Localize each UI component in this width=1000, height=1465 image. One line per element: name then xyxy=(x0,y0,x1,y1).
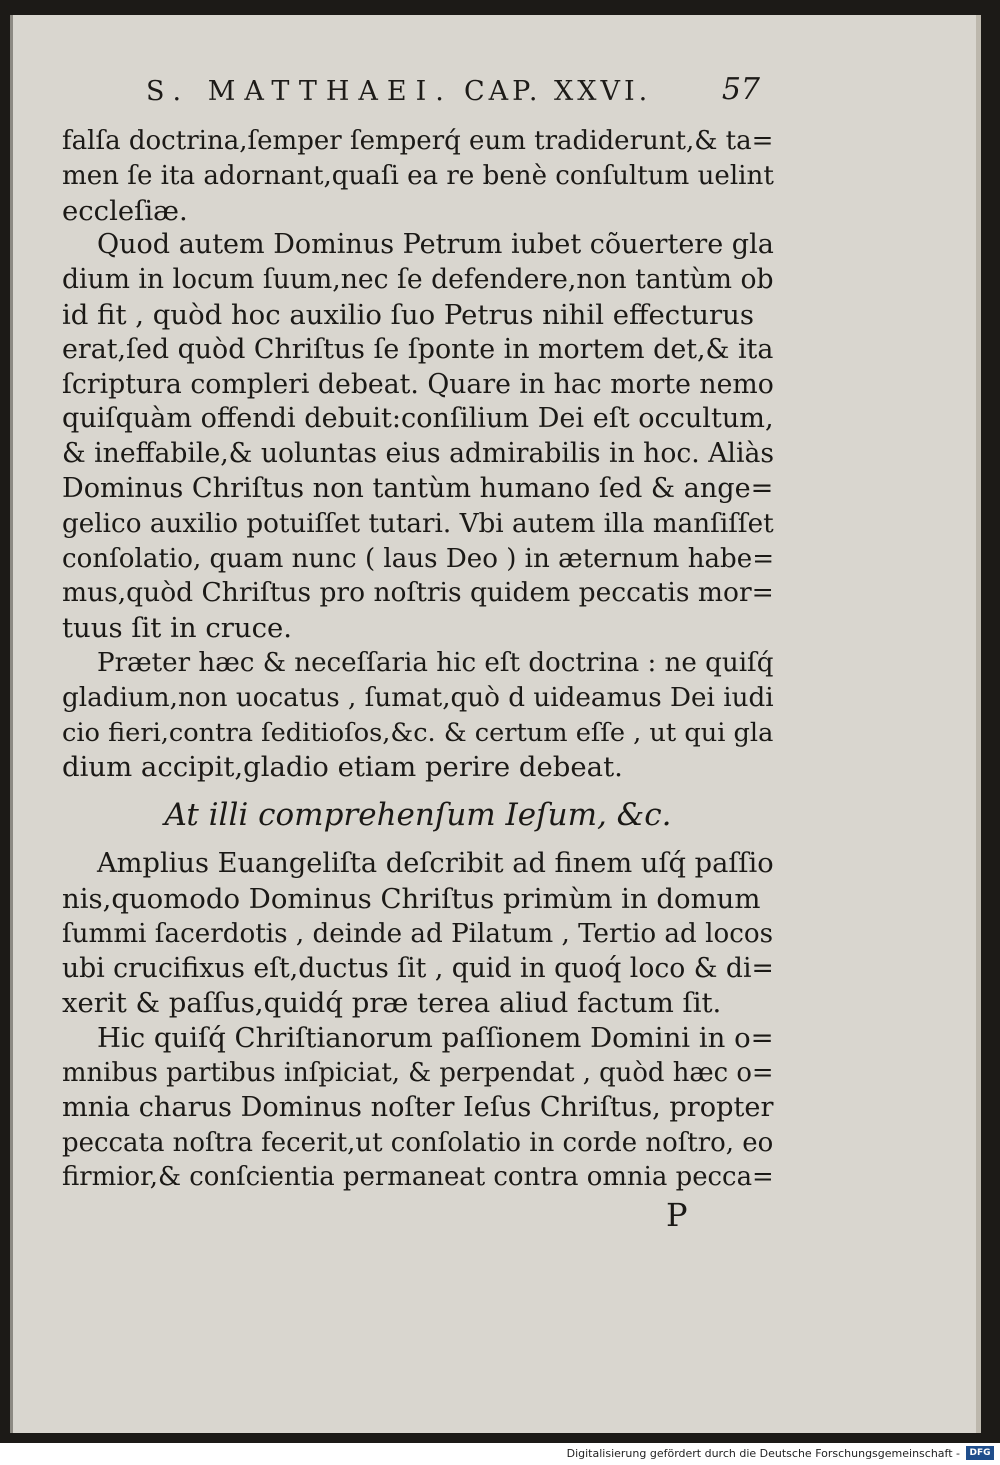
text-line: nis,quomodo Dominus Chriſtus primùm in domum xyxy=(62,882,761,915)
section-subtitle: At illi comprehenſum Ieſum, &c. xyxy=(164,797,672,834)
text-line: Dominus Chriſtus non tantùm humano ſed & ange= xyxy=(62,472,774,504)
text-line: mus,quòd Chriſtus pro noſtris quidem peccatis mor= xyxy=(62,577,774,609)
text-line: Præter hæc & neceſſaria hic eſt doctrina : ne quiſq́ xyxy=(97,647,774,678)
text-line: erat,ſed quòd Chriſtus ſe ſponte in mortem det,& ita xyxy=(62,333,774,365)
text-line: xerit & paſſus,quidq́ præ terea aliud factum ſit. xyxy=(62,987,722,1020)
signature-mark: P xyxy=(666,1196,688,1234)
footer-bar xyxy=(0,1443,1000,1465)
text-line: Hic quiſq́ Chriſtianorum paſſionem Domini in o= xyxy=(97,1022,774,1055)
page-number: 57 xyxy=(721,72,760,107)
footer-credit: Digitalisierung gefördert durch die Deutsche Forschungsgemeinschaft - xyxy=(566,1447,960,1460)
text-line: & ineffabile,& uoluntas eius admirabilis in hoc. Aliàs xyxy=(62,438,774,470)
text-line: Quod autem Dominus Petrum iubet cõuertere gla xyxy=(97,229,774,261)
dfg-logo[interactable]: DFG xyxy=(966,1446,994,1460)
text-line: ſummi ſacerdotis , deinde ad Pilatum , Tertio ad locos xyxy=(62,918,774,949)
running-header xyxy=(146,68,760,108)
text-line: eccleſiæ. xyxy=(62,194,188,227)
text-line: gladium,non uocatus , ſumat,quò d uideamus Dei iudi xyxy=(62,682,774,713)
text-line: dium accipit,gladio etiam perire debeat. xyxy=(62,751,623,784)
body-text xyxy=(62,124,774,1195)
text-line: ubi crucifixus eſt,ductus ſit , quid in quoq́ loco & di= xyxy=(62,952,774,984)
chapter-label: CAP. XXVI. xyxy=(464,76,652,107)
text-line: id fit , quòd hoc auxilio ſuo Petrus nihil effecturus xyxy=(62,298,754,331)
text-line: Amplius Euangeliſta deſcribit ad finem uſq́ paſſio xyxy=(97,848,774,880)
text-line: peccata noſtra fecerit,ut conſolatio in corde noſtro, eo xyxy=(62,1127,774,1158)
text-line: gelico auxilio potuiſſet tutari. Vbi autem illa manſiſſet xyxy=(62,508,774,539)
text-line: ſcriptura compleri debeat. Quare in hac morte nemo xyxy=(62,368,774,400)
text-line: men ſe ita adornant,quaſi ea re benè conſultum uelint xyxy=(62,160,774,191)
text-line: mnia charus Dominus noſter Ieſus Chriſtus, propter xyxy=(62,1091,774,1123)
page-edge xyxy=(976,15,981,1433)
text-line: falſa doctrina,ſemper ſemperq́ eum tradiderunt,& ta= xyxy=(62,126,774,156)
text-line: dium in locum ſuum,nec ſe defendere,non tantùm ob xyxy=(62,264,774,296)
running-title: S. MATTHAEI. xyxy=(146,76,453,107)
text-line: cio fieri,contra ſeditioſos,&c. & certum eſſe , ut qui gla xyxy=(62,717,774,748)
text-line: firmior,& conſcientia permaneat contra omnia pecca= xyxy=(62,1162,774,1193)
text-line: tuus ſit in cruce. xyxy=(62,612,293,645)
text-line: mnibus partibus inſpiciat, & perpendat , quòd hæc o= xyxy=(62,1057,774,1088)
text-line: conſolatio, quam nunc ( laus Deo ) in æternum habe= xyxy=(62,543,775,574)
text-line: quiſquàm offendi debuit:conſilium Dei eſt occultum, xyxy=(62,403,774,435)
